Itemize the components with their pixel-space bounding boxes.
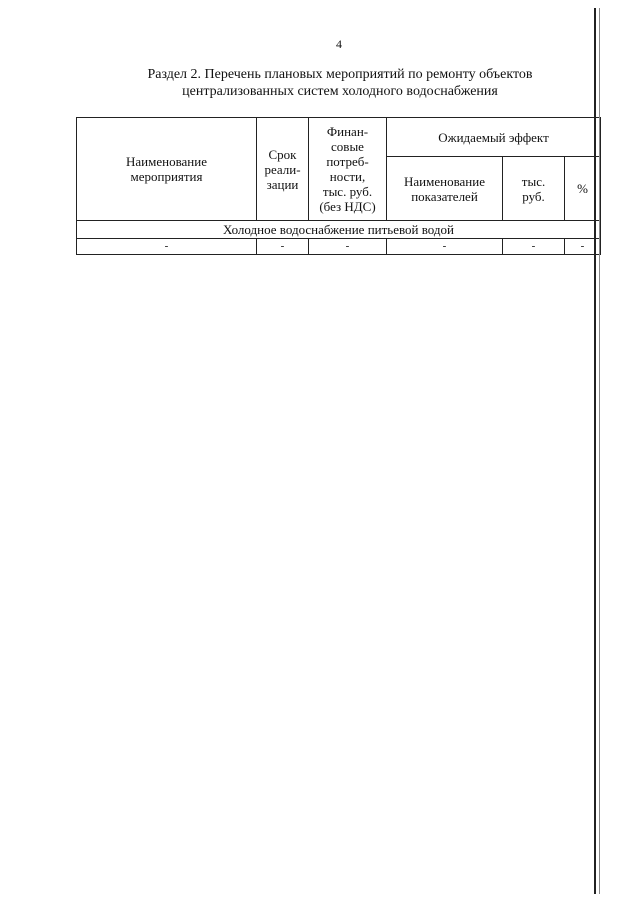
section-title	[110, 66, 570, 100]
scan-binding-line-secondary	[599, 8, 600, 894]
plan-table	[76, 117, 601, 255]
header-expected-effect: Ожидаемый эффект	[387, 118, 601, 157]
cell-term: -	[257, 239, 309, 255]
cell-activity-name: -	[77, 239, 257, 255]
header-thousand-rub: тыс. руб.	[503, 157, 565, 221]
cell-percent: -	[565, 239, 601, 255]
header-percent: %	[565, 157, 601, 221]
section-title-line-1: Раздел 2. Перечень плановых мероприятий по ремонту объектов	[147, 67, 533, 82]
header-financial-needs: Финан- совые потреб- ности, тыс. руб. (без НДС)	[309, 118, 387, 221]
cell-indicators: -	[387, 239, 503, 255]
scan-binding-line	[594, 8, 596, 894]
header-indicator-names: Наименование показателей	[387, 157, 503, 221]
cell-thousand-rub: -	[503, 239, 565, 255]
cell-finance: -	[309, 239, 387, 255]
table-row	[77, 239, 601, 255]
group-title-cold-water: Холодное водоснабжение питьевой водой	[77, 221, 601, 239]
section-title-line-2: централизованных систем холодного водоснабжения	[182, 84, 498, 99]
header-activity-name: Наименование мероприятия	[77, 118, 257, 221]
header-implementation-term: Срок реали- зации	[257, 118, 309, 221]
page-number: 4	[336, 37, 342, 51]
